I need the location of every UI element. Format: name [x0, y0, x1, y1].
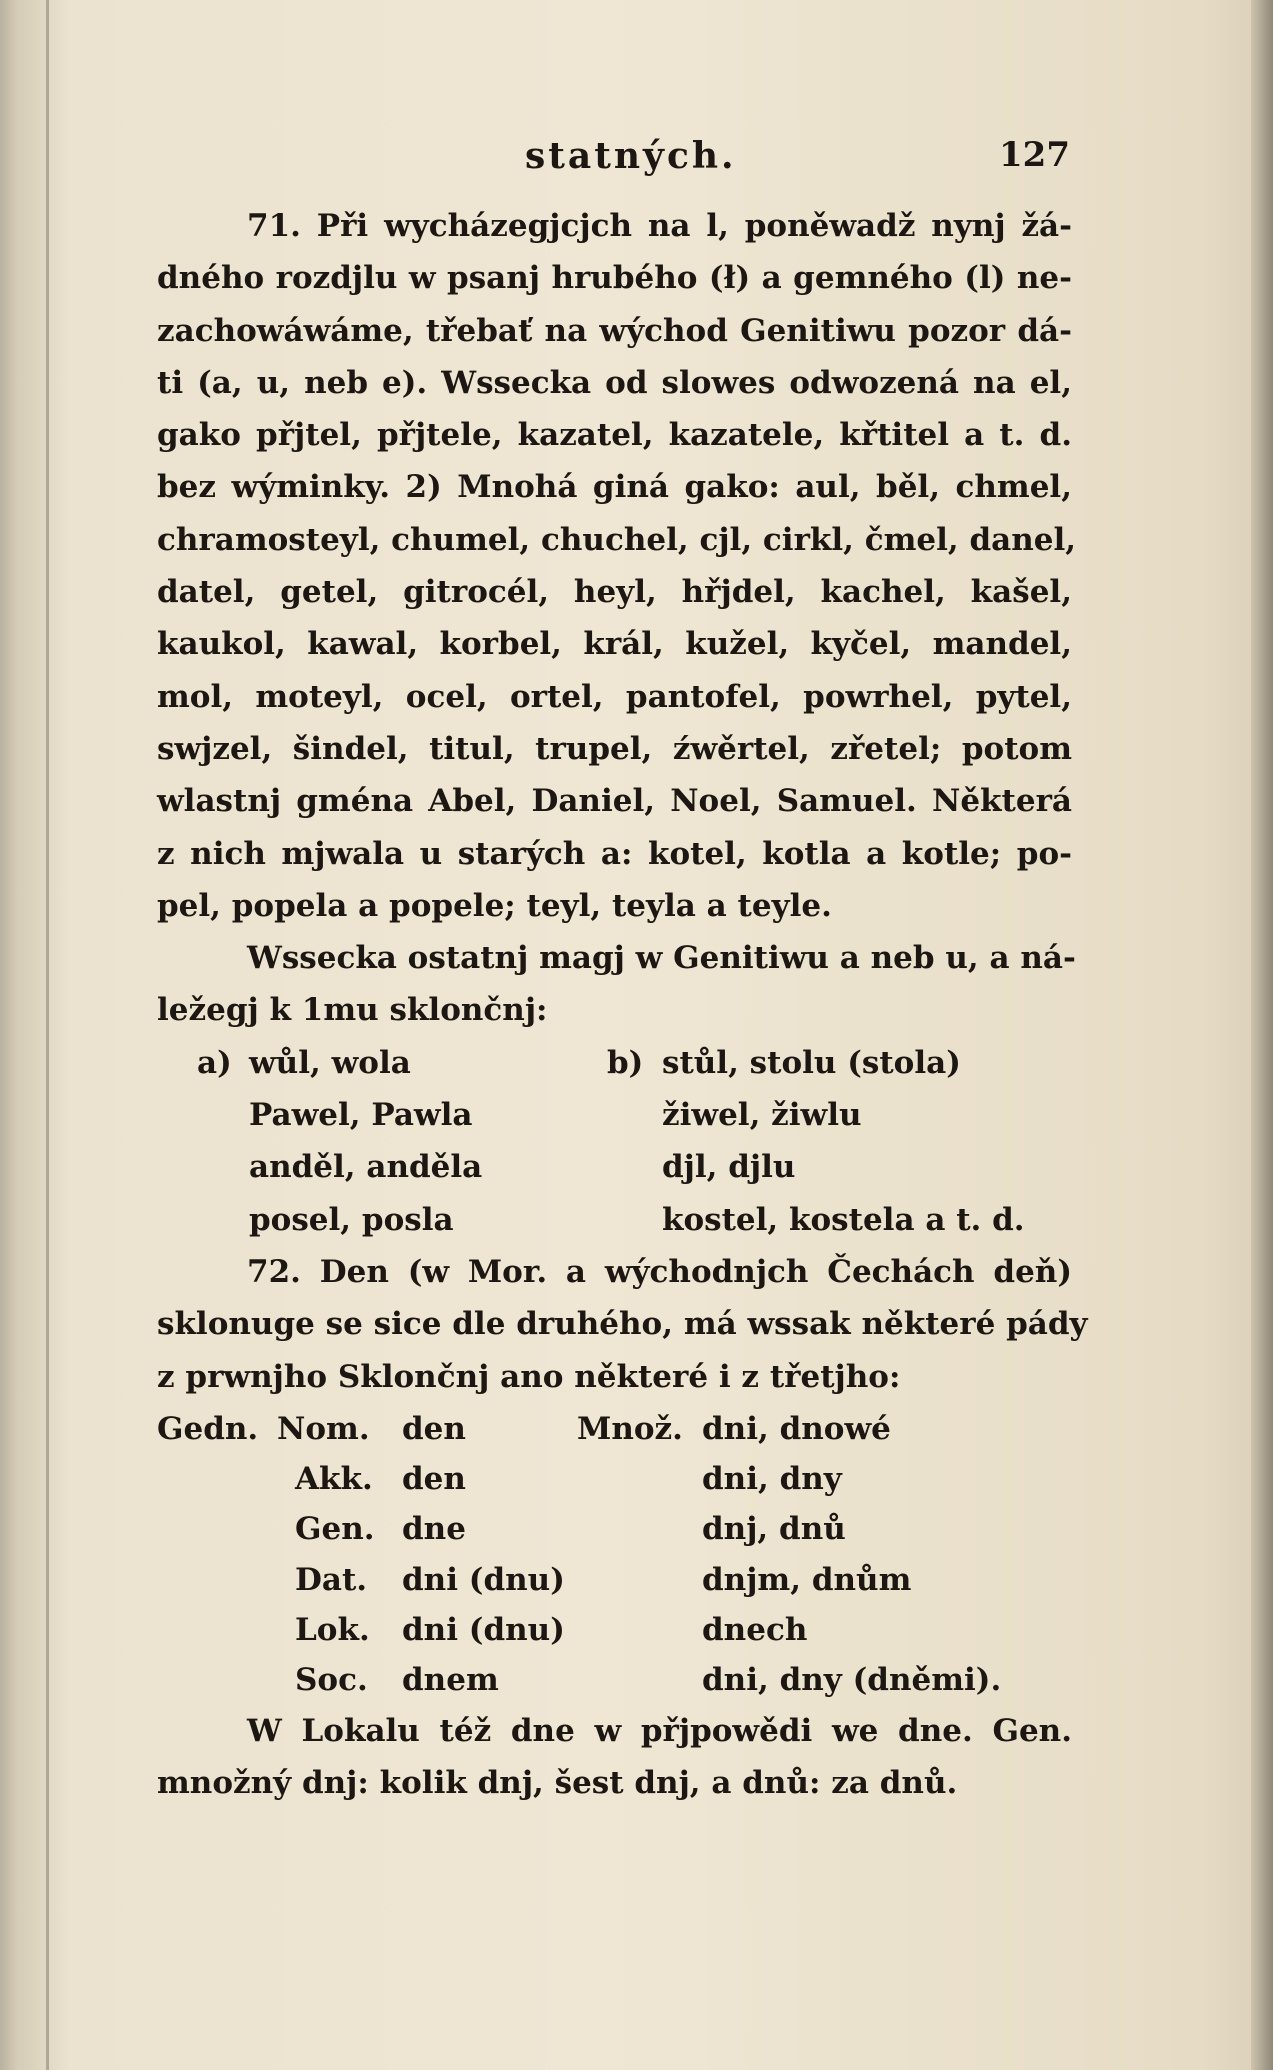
- text-line: 72. Den (w Mor. a wýchodnjch Čechách deň): [247, 1253, 1072, 1290]
- plural-form: dni, dny (dněmi).: [702, 1662, 1002, 1699]
- example-right: stůl, stolu (stola): [662, 1044, 961, 1081]
- example-left: posel, posla: [249, 1201, 454, 1238]
- running-head: statných.: [525, 135, 737, 177]
- text-line: bez wýminky. 2) Mnohá giná gako: aul, běl, chmel,: [157, 469, 1072, 506]
- example-row: [157, 1089, 1072, 1141]
- text-line: sklonuge se sice dle druhého, má wssak některé pády: [157, 1306, 1088, 1343]
- singular-form: dni (dnu): [402, 1612, 565, 1649]
- declension-row: [157, 1654, 1072, 1704]
- text-line: ti (a, u, neb e). Wssecka od slowes odwozená na el,: [157, 364, 1072, 401]
- text-line: mol, moteyl, ocel, ortel, pantofel, powrhel, pytel,: [157, 678, 1072, 715]
- plural-form: dnjm, dnům: [702, 1561, 912, 1598]
- plural-form: dnech: [702, 1612, 808, 1649]
- text-line: kaukol, kawal, korbel, král, kužel, kyčel, mandel,: [157, 626, 1072, 663]
- singular-form: dnem: [402, 1662, 499, 1699]
- singular-form: dni (dnu): [402, 1561, 565, 1598]
- page-binding-edge: [46, 0, 49, 2070]
- case-label: Gen.: [295, 1511, 375, 1548]
- example-right: žiwel, žiwlu: [662, 1097, 862, 1134]
- paragraph-71: [157, 200, 1077, 932]
- text-line: z prwnjho Sklončnj ano některé i z třetjho:: [157, 1358, 901, 1395]
- page-header: [165, 135, 1070, 185]
- singular-label: Gedn.: [157, 1410, 259, 1447]
- paragraph-genitive: [157, 932, 1076, 1037]
- case-label: Akk.: [295, 1461, 373, 1498]
- example-left: wůl, wola: [249, 1044, 411, 1081]
- declension-table: [157, 1403, 1072, 1705]
- page-outer-edge: [1251, 0, 1273, 2070]
- paragraph-72: [157, 1246, 1088, 1403]
- declension-row: [157, 1604, 1072, 1654]
- text-line: wlastnj gména Abel, Daniel, Noel, Samuel. Některá: [157, 783, 1072, 820]
- plural-form: dni, dnowé: [702, 1410, 891, 1447]
- text-line: W Lokalu též dne w přjpowědi we dne. Gen.: [247, 1712, 1072, 1749]
- text-line: zachowáwáme, třebať na wýchod Genitiwu pozor dá-: [157, 312, 1072, 349]
- text-line: chramosteyl, chumel, chuchel, cjl, cirkl, čmel, danel,: [157, 521, 1077, 558]
- case-label: Soc.: [295, 1662, 368, 1699]
- closing-paragraph: [157, 1705, 1072, 1810]
- text-line: množný dnj: kolik dnj, šest dnj, a dnů: za dnů.: [157, 1764, 958, 1801]
- example-row: [157, 1037, 1072, 1089]
- example-label-b: b): [607, 1044, 644, 1081]
- case-label: Lok.: [295, 1612, 370, 1649]
- text-line: z nich mjwala u starých a: kotel, kotla a kotle; po-: [157, 835, 1072, 872]
- text-line: Wssecka ostatnj magj w Genitiwu a neb u, a ná-: [247, 940, 1076, 977]
- plural-label: Množ.: [577, 1410, 683, 1447]
- example-left: Pawel, Pawla: [249, 1097, 473, 1134]
- plural-form: dni, dny: [702, 1461, 842, 1498]
- declension-row: [157, 1453, 1072, 1503]
- text-line: ležegj k 1mu sklončnj:: [157, 992, 548, 1029]
- declension-row: [157, 1503, 1072, 1553]
- singular-form: den: [402, 1410, 466, 1447]
- text-line: gako přjtel, přjtele, kazatel, kazatele, křtitel a t. d.: [157, 417, 1072, 454]
- singular-form: den: [402, 1461, 466, 1498]
- text-line: pel, popela a popele; teyl, teyla a teyle.: [157, 887, 832, 924]
- case-label: Dat.: [295, 1561, 368, 1598]
- text-line: dného rozdjlu w psanj hrubého (ł) a gemného (l) ne-: [157, 260, 1072, 297]
- example-right: kostel, kostela a t. d.: [662, 1201, 1025, 1238]
- example-label-a: a): [197, 1044, 232, 1081]
- examples-table: [157, 1037, 1072, 1246]
- page-number: 127: [999, 135, 1070, 175]
- declension-row: [157, 1403, 1072, 1453]
- example-row: [157, 1194, 1072, 1246]
- text-line: swjzel, šindel, titul, trupel, źwěrtel, zřetel; potom: [157, 730, 1072, 767]
- example-left: anděl, anděla: [249, 1149, 483, 1186]
- text-line: datel, getel, gitrocél, heyl, hřjdel, kachel, kašel,: [157, 574, 1072, 611]
- text-line: 71. Při wycházegjcjch na l, poněwadž nynj žá-: [247, 208, 1072, 244]
- singular-form: dne: [402, 1511, 466, 1548]
- example-right: djl, djlu: [662, 1149, 796, 1186]
- example-row: [157, 1141, 1072, 1193]
- page-body: [157, 200, 1088, 1809]
- plural-form: dnj, dnů: [702, 1511, 846, 1548]
- case-label: Nom.: [277, 1410, 370, 1447]
- declension-row: [157, 1554, 1072, 1604]
